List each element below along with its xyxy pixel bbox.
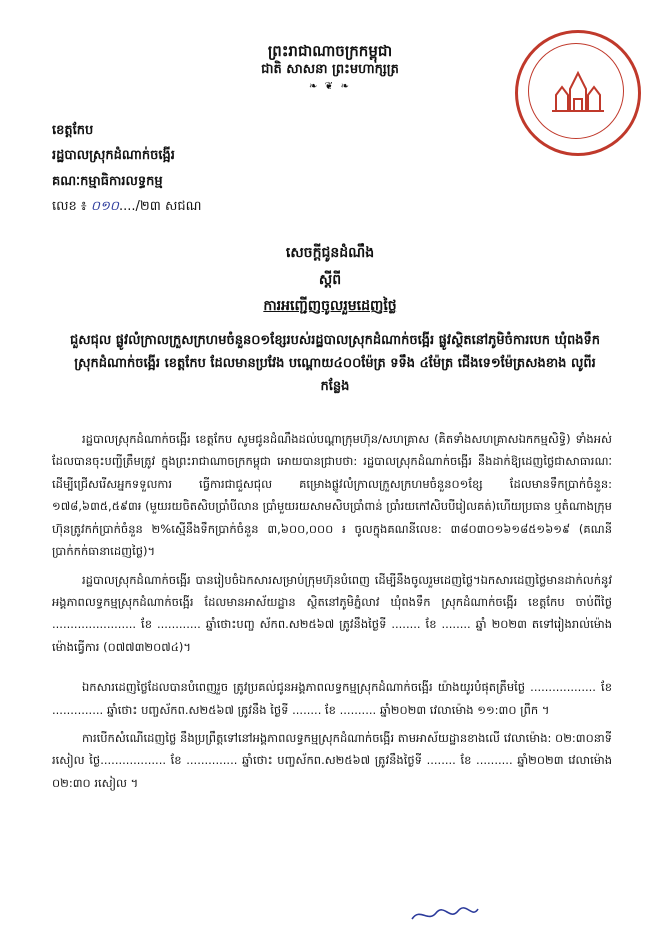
national-motto: ជាតិ សាសនា ព្រះមហាក្សត្រ — [261, 61, 399, 77]
subject-line: ជួសជុល ផ្លូវលំក្រាលក្រួសក្រហមចំនួន០១ខ្សែរបស់រដ្ឋបាលស្រុកដំណាក់ចង្អើរ ផ្លូវស្ថិតនៅភូមិចំការបេក ឃុំពងទឹក ស្រុកដំណាក់ចង្អើរ ខេត្តកែប ដែលមានប្រវែង បណ្តោយ៤០០ម៉ែត្រ ទទឹង ៤ម៉ែត្រ ជើងទេ១ម៉ែត្រសងខាង លូពីរ កន្លែង — [70, 333, 600, 394]
kingdom-title: ព្រះរាជាណាចក្រកម្ពុជា — [267, 42, 393, 60]
title-line-3: ការអញ្ជើញចូលរួមដេញថ្លៃ — [263, 298, 397, 315]
title-line-2: ស្តីពី — [318, 271, 342, 288]
title-line-1: សេចក្តីជូនដំណឹង — [285, 245, 375, 261]
paragraph-1: រដ្ឋបាលស្រុកដំណាក់ចង្អើរ ខេត្តកែប សូមជូនដំណឹងដល់បណ្តាក្រុមហ៊ុន/សហគ្រាស (គិតទាំងសហគ្រាសឯកកម្មសិទ្ធិ) ទាំងអស់ដែលបានចុះបញ្ជីត្រឹមត្រូវ ក្នុងព្រះរាជាណាចក្រកម្ពុជា អោយបានជ្រាបថា: រដ្ឋបាលស្រុកដំណាក់ចង្អើរ នឹងដាក់ឱ្យដេញថ្លៃជាសាធារណៈ ដើម្បីជ្រើសរើសអ្នកទទួលការ ធ្វើការជាជួសជុល គម្រោងផ្លូវលំក្រាលក្រួសក្រហមចំនួន០១ខ្សែ ដែលមានទឹកប្រាក់ចំនួន: ១៧៨,៦៣៥,៥៩៣៛ (មួយរយចិតសិបប្រាំបីលាន ប្រាំមួយរយសាមសិបប្រាំពាន់ ប្រាំរយកៅសិបបីរៀលគត់)ហើយប្រធាន ឬតំណាងក្រុមហ៊ុនត្រូវកក់ប្រាក់ចំនួន ២%ស្មើនឹងទឹកប្រាក់ចំនួន ៣,៦០០,០០០ ៛ ចូលក្នុងគណនីលេខ: ៣៨០៣០១៦១៨៥១៦១៩ (គណនីប្រាក់កក់ធានាដេញថ្លៃ)។ — [52, 432, 612, 559]
issuer-block — [52, 118, 202, 219]
temple-emblem-icon — [546, 65, 610, 117]
paragraph-3: ឯកសារដេញថ្លៃដែលបានបំពេញរួច ត្រូវប្រគល់ជូនអង្គភាពលទ្ធកម្មស្រុកដំណាក់ចង្អើរ យ៉ាងយូរបំផុតត្រឹមថ្ងៃ .................. ខែ .............. ឆ្នាំថោះ បញ្ចស័កព.ស២៥៦៧ ត្រូវនឹង ថ្ងៃទី ........ ខែ .......... ឆ្នាំ២០២៣ វេលាម៉ោង ១១:៣០ ព្រឹក ។ — [52, 680, 612, 717]
district-admin: រដ្ឋបាលស្រុកដំណាក់ចង្អើរ — [52, 148, 175, 164]
notice-title — [120, 240, 540, 320]
reference-line — [52, 194, 202, 219]
signature-mark-icon — [410, 905, 480, 925]
ref-number: ០១០ — [90, 199, 119, 215]
ref-prefix: លេខ ៖ — [52, 199, 87, 215]
official-seal — [515, 30, 641, 156]
paragraph-4: ការបើកសំណើដេញថ្លៃ នឹងប្រព្រឹត្តទៅនៅអង្គភាពលទ្ធកម្មស្រុកដំណាក់ចង្អើរ តាមអាស័យដ្ឋានខាងលើ វេលាម៉ោង: ០២:៣០នាទីរសៀល ថ្ងៃ.................. ខែ .............. ឆ្នាំថោះ បញ្ចស័កព.ស២៥៦៧ ត្រូវនឹងថ្ងៃទី ........ ខែ .......... ឆ្នាំ២០២៣ វេលាម៉ោង ០២:៣០ រសៀល ។ — [52, 731, 612, 790]
ornament-divider: ❧ ❦ ❧ — [308, 81, 352, 93]
ref-suffix: ..../២៣ សជណ — [119, 199, 202, 215]
kingdom-header — [200, 42, 460, 93]
paragraph-2: រដ្ឋបាលស្រុកដំណាក់ចង្អើរ បានរៀបចំឯកសារសម្រាប់ក្រុមហ៊ុនបំពេញ ដើម្បីនឹងចូលរួមដេញថ្លៃ។ឯកសារដេញថ្លៃមានដាក់លក់នូវអង្គភាពលទ្ធកម្មស្រុកដំណាក់ចង្អើរ ដែលមានអាស័យដ្ឋាន ស្ថិតនៅភូមិភ្នំលាវ ឃុំពងទឹក ស្រុកដំណាក់ចង្អើរ ខេត្តកែប ចាប់ពីថ្ងៃ ....................... ខែ ............ ឆ្នាំថោះបញ្ច ស័កព.ស២៥៦៧ ត្រូវនឹងថ្ងៃទី ........ ខែ ........ ឆ្នាំ ២០២៣ តទៅរៀងរាល់ម៉ោងម៉ោងធ្វើការ (០៧៧៣២០៧៤)។ — [52, 572, 612, 654]
notice-body — [52, 428, 612, 800]
province-name: ខេត្តកែប — [52, 123, 94, 138]
procurement-board: គណៈកម្មាធិការលទ្ធកម្ម — [52, 173, 163, 189]
